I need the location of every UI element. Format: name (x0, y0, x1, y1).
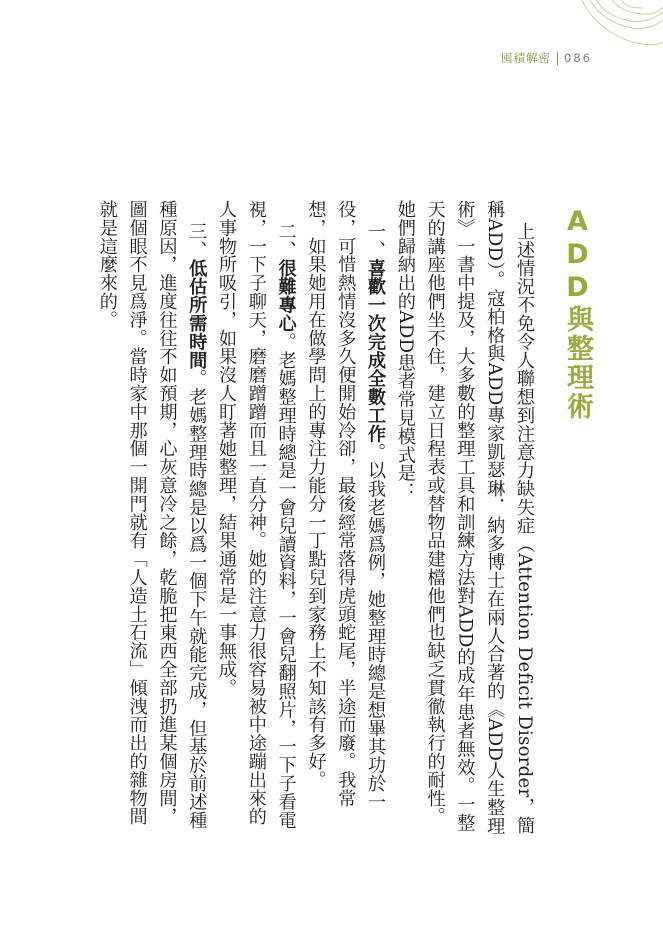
running-head-divider (557, 52, 558, 65)
section-title: ADD與整理術 (562, 206, 593, 421)
item-3-heading: 低估所需時間 (186, 258, 208, 370)
page-number: 086 (564, 51, 592, 65)
item-2-heading: 很難專心 (275, 258, 297, 333)
paragraph-item-2: 二、很難專心。老媽整理時總是一會兒讀資料，一會兒翻照片，一下子看電視，一下子聊天，磨磨蹭蹭而且一直分神。她的注意力很容易被中途蹦出來的人事物所吸引，如果沒人盯著她整理，結果通常是一事無成。 (216, 200, 297, 830)
item-3-text: 。老媽整理時總是以爲一個下午就能完成，但基於前述種種原因，進度往往不如預期，心灰意冷之餘，乾脆把東西全部扔進某個房間，圖個眼不見爲淨。當時家中那個一開門就有「人造土石流」傾洩而出的雜物間就是這麼來的。 (96, 200, 208, 830)
paragraph-item-3: 三、低估所需時間。老媽整理時總是以爲一個下午就能完成，但基於前述種種原因，進度往往不如預期，心灰意冷之餘，乾脆把東西全部扔進某個房間，圖個眼不見爲淨。當時家中那個一開門就有「人造土石流」傾洩而出的雜物間就是這麼來的。 (96, 200, 208, 830)
item-1-text: 。以我老媽爲例，她整理時總是想畢其功於一役，可惜熱情沒多久便開始冷卻，最後經常落得虎頭蛇尾，半途而廢。我常想，如果她用在做學問上的專注力能分一丁點兒到家務上不知該有多好。 (305, 200, 387, 811)
item-2-text: 。老媽整理時總是一會兒讀資料，一會兒翻照片，一下子看電視，一下子聊天，磨磨蹭蹭而且一直分神。她的注意力很容易被中途蹦出來的人事物所吸引，如果沒人盯著她整理，結果通常是一事無成。 (216, 200, 297, 830)
paragraph-intro: 上述情況不免令人聯想到注意力缺失症（Attention Deficit Disorder，簡稱ADD）。寇柏格與ADD專家凱瑟琳．納多博士在兩人合著的《ADD人生整理術》一書中提及，大多數的整理工具和訓練方法對ADD的成年患者無效。一整天的講座他們坐不住，建立日程表或替物品建檔他們也缺乏貫徹執行的耐性。她們歸納出的ADD患者常見模式是： (394, 200, 535, 835)
running-head (472, 50, 592, 66)
item-1-heading: 喜歡一次完成全數工作 (365, 258, 387, 443)
running-head-title: 囤積解密 (501, 51, 552, 65)
body-text (96, 200, 539, 840)
paragraph-item-1: 一、喜歡一次完成全數工作。以我老媽爲例，她整理時總是想畢其功於一役，可惜熱情沒多久便開始冷卻，最後經常落得虎頭蛇尾，半途而廢。我常想，如果她用在做學問上的專注力能分一丁點兒到家務上不知該有多好。 (305, 200, 387, 811)
